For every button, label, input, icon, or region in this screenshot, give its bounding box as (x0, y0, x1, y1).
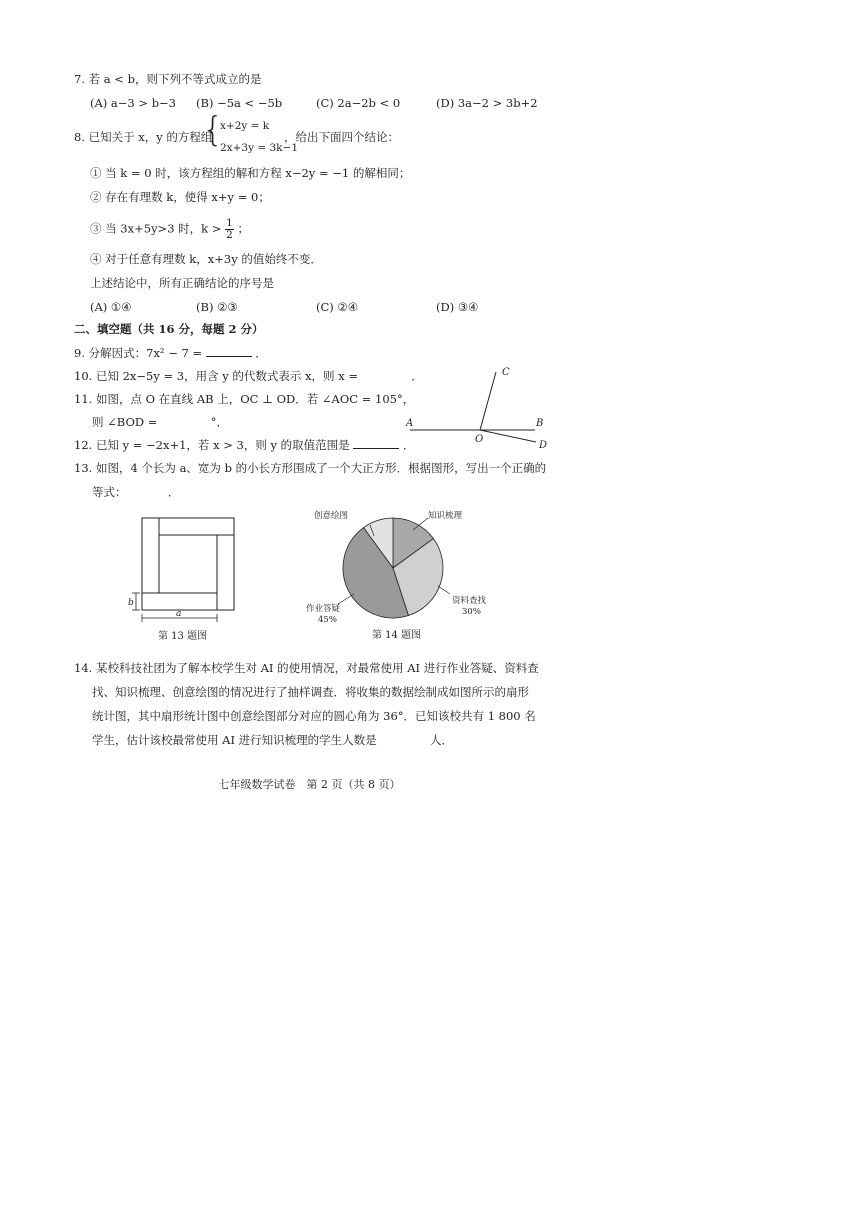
q12 (74, 438, 414, 452)
q8-option-b: (B) ②③ (196, 300, 238, 314)
q8-equation-1: x+2y = k (220, 120, 270, 132)
q8-option-a: (A) ①④ (90, 300, 132, 314)
q11-line-1: 11. 如图，点 O 在直线 AB 上，OC ⊥ OD．若 ∠AOC = 105°， (74, 392, 415, 406)
q14-line-2: 找、知识梳理、创意绘图的情况进行了抽样调查．将收集的数据绘制成如图所示的扇形 (92, 685, 529, 699)
outer-square (142, 518, 234, 610)
q10-end: ． (411, 369, 423, 383)
footer-text: 七年级数学试卷 第 2 页（共 8 页） (218, 778, 401, 791)
q13-end: ． (167, 485, 180, 499)
leader-homework (338, 594, 354, 604)
label-b: b (128, 598, 134, 608)
label-d: D (539, 440, 548, 451)
section-heading: 二、填空题（共 16 分，每题 2 分） (74, 322, 264, 336)
slice-label-creative: 创意绘图 (314, 511, 349, 521)
q14-line-3: 统计图，其中扇形统计图中创意绘图部分对应的圆心角为 36°．已知该校共有 1 800 名 (92, 709, 536, 723)
q8-ask: 上述结论中，所有正确结论的序号是 (90, 276, 274, 290)
q12-end: ． (402, 438, 415, 452)
q9-answer-blank[interactable] (206, 346, 252, 357)
label-a: a (176, 609, 182, 619)
q13-text: 等式： (92, 485, 127, 499)
inner-square (159, 535, 217, 593)
q9-end: ． (255, 346, 267, 360)
q8-option-d: (D) ③④ (436, 300, 479, 314)
fraction-denominator: 2 (226, 229, 233, 241)
ray-oc (480, 372, 496, 430)
q11-end: °． (210, 415, 228, 429)
q7-option-a: (A) a−3 > b−3 (90, 96, 177, 110)
q7-stem: 7. 若 a < b，则下列不等式成立的是 (74, 72, 262, 86)
q13-line-2 (92, 485, 179, 499)
q8-option-c: (C) ②④ (316, 300, 359, 314)
q7-option-c: (C) 2a−2b < 0 (316, 96, 401, 110)
slice-label-search: 资料查找 (452, 596, 487, 606)
page-footer (0, 776, 867, 792)
q7-option-d: (D) 3a−2 > 3b+2 (436, 96, 538, 110)
q8-stem: 8. 已知关于 x，y 的方程组 (74, 130, 213, 144)
q12-text: 12. 已知 y = −2x+1，若 x > 3，则 y 的取值范围是 (74, 438, 350, 452)
ray-od (480, 430, 536, 442)
q8-equation-2: 2x+3y = 3k−1 (220, 142, 299, 154)
q12-answer-blank[interactable] (353, 438, 399, 449)
q8-conclusion-3 (90, 218, 249, 241)
q13-line-1: 13. 如图，4 个长为 a、宽为 b 的小长方形围成了一个大正方形．根据图形，写出一个正确的 (74, 461, 547, 475)
fraction-one-half (225, 218, 234, 241)
q8-conclusion-2: ② 存在有理数 k，使得 x+y = 0； (90, 190, 270, 204)
system-brace: { (202, 110, 224, 150)
leader-search (438, 586, 450, 594)
q11-angle-figure (400, 362, 560, 454)
fraction-numerator: 1 (226, 217, 233, 229)
label-c: C (502, 367, 510, 378)
slice-label-knowledge: 知识梳理 (428, 511, 463, 521)
q13-square-figure (128, 512, 248, 644)
q7-option-b: (B) −5a < −5b (196, 96, 283, 110)
q10-text: 10. 已知 2x−5y = 3，用含 y 的代数式表示 x，则 x = (74, 369, 358, 383)
q13-caption: 第 13 题图 (158, 631, 208, 642)
label-o: O (475, 434, 484, 445)
q8-conclusion-3-end: ； (237, 221, 249, 236)
q11-text: 则 ∠BOD = (92, 415, 158, 429)
q14-end: 人． (429, 733, 453, 747)
q14-line-1: 14. 某校科技社团为了解本校学生对 AI 的使用情况，对最常使用 AI 进行作业答疑、资料查 (74, 661, 539, 675)
slice-pct-homework: 45% (318, 615, 337, 625)
q14-line-4 (92, 733, 453, 747)
q14-text: 学生，估计该校最常使用 AI 进行知识梳理的学生人数是 (92, 733, 377, 747)
label-a: A (406, 418, 414, 429)
slice-pct-search: 30% (462, 607, 481, 617)
q8-stem-after: ，给出下面四个结论： (284, 130, 399, 144)
q8-conclusion-1: ① 当 k = 0 时，该方程组的解和方程 x−2y = −1 的解相同； (90, 166, 411, 180)
pie-slices (343, 518, 443, 618)
label-b: B (536, 418, 544, 429)
q8-conclusion-3-text: ③ 当 3x+5y>3 时，k > (90, 221, 222, 236)
q9-text: 9. 分解因式：7x² − 7 = (74, 346, 203, 360)
q14-caption: 第 14 题图 (372, 630, 422, 641)
q8-conclusion-4: ④ 对于任意有理数 k，x+3y 的值始终不变． (90, 252, 322, 266)
q11-line-2 (92, 415, 228, 429)
q9 (74, 346, 267, 360)
q10 (74, 369, 423, 383)
q14-pie-figure (300, 500, 520, 644)
slice-label-homework: 作业答疑 (306, 604, 341, 614)
